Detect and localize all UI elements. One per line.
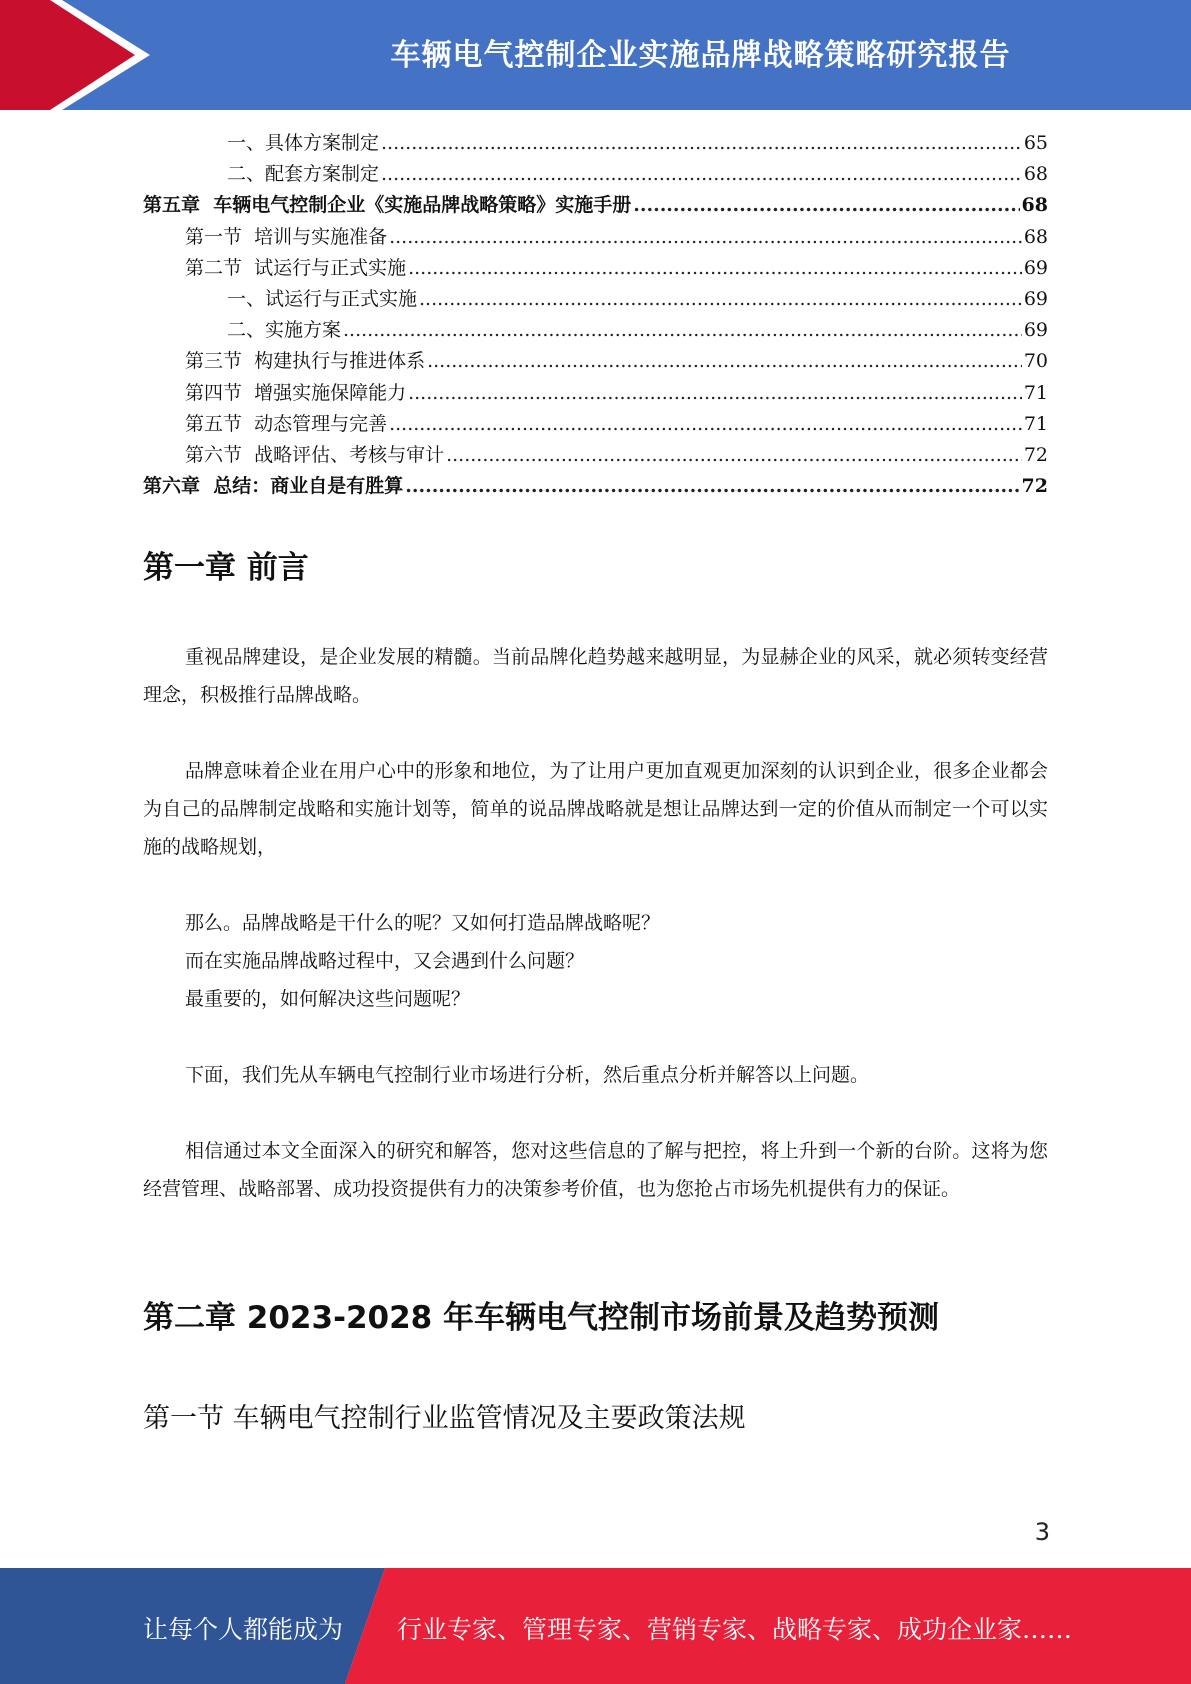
toc-entry[interactable] [143,440,1048,471]
toc-entry-page: 71 [1023,412,1048,435]
toc-leader-dots [405,471,1019,502]
toc-leader-dots [381,159,1022,190]
toc-entry-page: 69 [1023,319,1048,342]
toc-entry-title: 一、试运行与正式实施 [227,287,418,310]
toc-entry-title: 二、实施方案 [227,319,342,342]
toc-entry[interactable] [143,315,1048,346]
toc-entry[interactable] [143,128,1048,159]
toc-entry[interactable] [143,190,1048,221]
toc-leader-dots [389,409,1022,440]
paragraph: 相信通过本文全面深入的研究和解答，您对这些信息的了解与把控，将上升到一个新的台阶。这将为您经营管理、战略部署、成功投资提供有力的决策参考价值，也为您抢占市场先机提供有力的保证。 [143,1140,1048,1200]
table-of-contents [143,128,1048,502]
toc-leader-dots [389,222,1022,253]
toc-entry-page: 69 [1023,256,1048,279]
toc-leader-dots [427,346,1022,377]
toc-entry-title: 第五节 动态管理与完善 [185,412,388,435]
toc-entry-page: 70 [1023,350,1048,373]
toc-entry[interactable] [143,471,1048,502]
toc-leader-dots [446,440,1022,471]
page-number: 3 [1034,1518,1050,1546]
toc-entry-page: 72 [1023,443,1048,466]
toc-entry[interactable] [143,284,1048,315]
toc-entry-title: 第四节 增强实施保障能力 [185,381,407,404]
footer-slogan-left: 让每个人都能成为 [143,1615,344,1644]
chapter-2-heading: 第二章 2023-2028 年车辆电气控制市场前景及趋势预测 [143,1300,940,1336]
toc-leader-dots [381,128,1022,159]
toc-entry-title: 第五章 车辆电气控制企业《实施品牌战略策略》实施手册 [143,194,632,217]
page-footer [0,1568,1191,1684]
toc-leader-dots [408,253,1022,284]
toc-leader-dots [408,378,1022,409]
paragraph: 品牌意味着企业在用户心中的形象和地位，为了让用户更加直观更加深刻的认识到企业，很多企业都会为自己的品牌制定战略和实施计划等，简单的说品牌战略就是想让品牌达到一定的价值从而制定一个可以实施的战略规划， [143,760,1048,858]
toc-entry-page: 68 [1021,194,1048,217]
toc-entry[interactable] [143,378,1048,409]
page-header [0,0,1191,110]
toc-entry[interactable] [143,159,1048,190]
toc-entry[interactable] [143,409,1048,440]
section-heading: 第一节 车辆电气控制行业监管情况及主要政策法规 [143,1403,746,1434]
toc-entry-page: 65 [1023,132,1048,154]
toc-entry-title: 第一节 培训与实施准备 [185,225,388,248]
toc-entry-title: 第六节 战略评估、考核与审计 [185,443,445,466]
toc-leader-dots [419,284,1022,315]
footer-slogan-right: 行业专家、管理专家、营销专家、战略专家、成功企业家…… [397,1615,1073,1644]
toc-entry-page: 68 [1023,225,1048,248]
paragraph: 重视品牌建设，是企业发展的精髓。当前品牌化趋势越来越明显，为显赫企业的风采，就必须转变经营理念，积极推行品牌战略。 [143,646,1048,706]
toc-entry[interactable] [143,346,1048,377]
toc-entry[interactable] [143,253,1048,284]
toc-entry-page: 69 [1023,287,1048,310]
paragraph: 下面，我们先从车辆电气控制行业市场进行分析，然后重点分析并解答以上问题。 [185,1064,870,1086]
question-line: 而在实施品牌战略过程中，又会遇到什么问题？ [185,950,585,972]
question-line: 最重要的，如何解决这些问题呢？ [185,988,471,1010]
report-title: 车辆电气控制企业实施品牌战略策略研究报告 [390,38,1011,73]
chapter-1-heading: 第一章 前言 [143,550,309,586]
toc-entry-title: 二、配套方案制定 [227,163,380,186]
question-line: 那么。品牌战略是干什么的呢？又如何打造品牌战略呢？ [185,912,661,934]
toc-entry-title: 一、具体方案制定 [227,132,380,154]
toc-entry-title: 第六章 总结：商业自是有胜算 [143,475,404,498]
toc-entry-page: 72 [1021,475,1048,498]
toc-entry-title: 第二节 试运行与正式实施 [185,256,407,279]
toc-entry-title: 第三节 构建执行与推进体系 [185,350,426,373]
toc-entry[interactable] [143,222,1048,253]
toc-leader-dots [343,315,1022,346]
toc-entry-page: 68 [1023,163,1048,186]
toc-entry-page: 71 [1023,381,1048,404]
toc-leader-dots [633,190,1019,221]
